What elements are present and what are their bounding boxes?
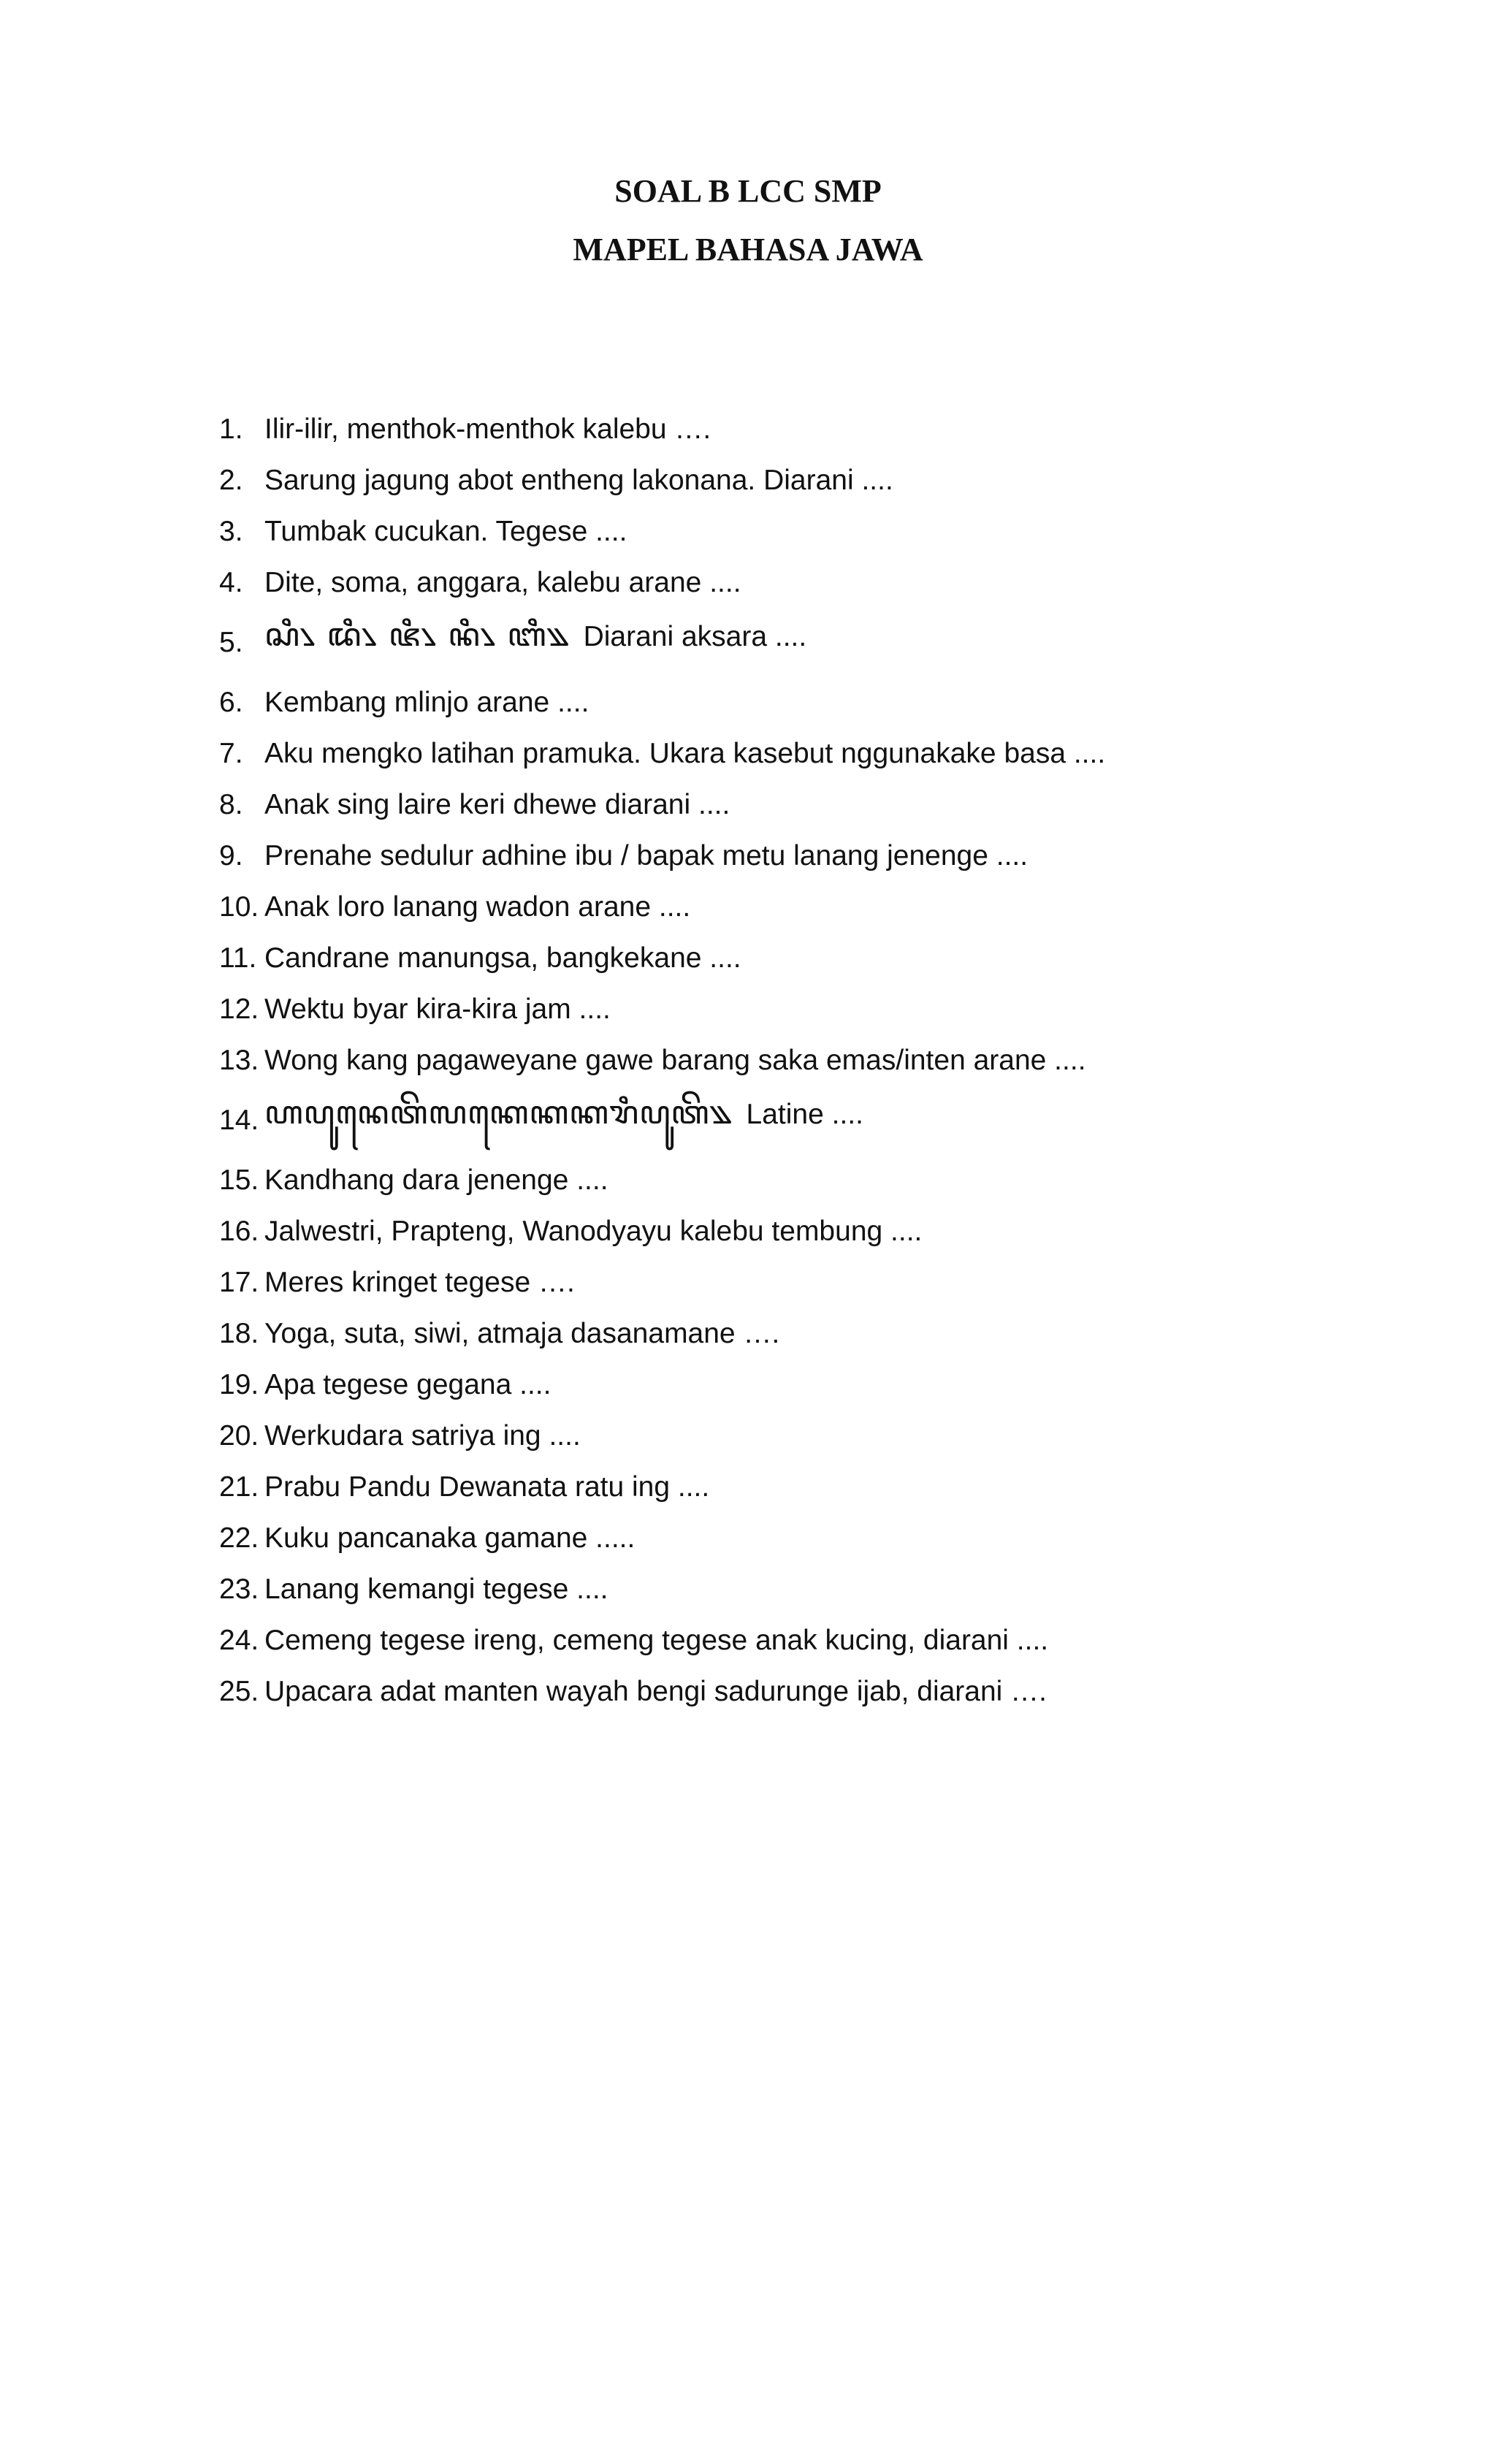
question-text: Sarung jagung abot entheng lakonana. Diarani ....: [264, 465, 893, 496]
question-number: 9.: [219, 840, 243, 871]
question-text: Meres kringet tegese ….: [264, 1267, 575, 1298]
question-number: 5.: [219, 627, 243, 658]
question-text: Cemeng tegese ireng, cemeng tegese anak kucing, diarani ....: [264, 1625, 1049, 1656]
question-text: Kuku pancanaka gamane .....: [264, 1522, 636, 1554]
question-item: [219, 1206, 1424, 1257]
question-text: Werkudara satriya ing ....: [264, 1420, 581, 1452]
question-item: [219, 779, 1424, 831]
question-number: 19.: [219, 1369, 259, 1400]
question-item: [219, 1462, 1424, 1513]
question-text: Yoga, suta, siwi, atmaja dasanamane ….: [264, 1318, 780, 1349]
question-text: Apa tegese gegana ....: [264, 1369, 552, 1400]
question-number: 2.: [219, 465, 243, 496]
question-number: 22.: [219, 1522, 259, 1554]
question-item: [219, 506, 1424, 557]
question-text: Anak sing laire keri dhewe diarani ....: [264, 789, 730, 820]
question-text: Jalwestri, Prapteng, Wanodyayu kalebu tembung ....: [264, 1216, 923, 1247]
question-number: 11.: [219, 942, 257, 974]
question-text: Candrane manungsa, bangkekane ....: [264, 942, 741, 974]
question-item: [219, 882, 1424, 933]
question-list: [219, 404, 1424, 1717]
question-text: Aku mengko latihan pramuka. Ukara kasebut nggunakake basa ....: [264, 738, 1106, 769]
question-number: 3.: [219, 516, 243, 547]
question-text: Latine ....: [738, 1098, 863, 1130]
question-item: [219, 1308, 1424, 1359]
question-text: Upacara adat manten wayah bengi sadurunge ijab, diarani ….: [264, 1676, 1047, 1707]
question-text: Lanang kemangi tegese ....: [264, 1574, 608, 1605]
question-text: Diarani aksara ....: [575, 620, 807, 652]
question-item: [219, 831, 1424, 882]
question-text: Tumbak cucukan. Tegese ....: [264, 516, 627, 547]
question-text: Ilir-ilir, menthok-menthok kalebu ….: [264, 413, 711, 445]
question-number: 17.: [219, 1267, 259, 1298]
question-item: [219, 1035, 1424, 1086]
question-item: [219, 1411, 1424, 1462]
question-number: 15.: [219, 1164, 259, 1196]
question-number: 1.: [219, 413, 243, 445]
javanese-script: ꦱꦶ꧈ ꦢꦶ꧈ ꦗꦶ꧈ ꦤꦶ꧈ ꦧꦶ꧉: [264, 616, 570, 654]
question-text: Kandhang dara jenenge ....: [264, 1164, 608, 1196]
document-subtitle: MAPEL BAHASA JAWA: [573, 232, 923, 267]
question-item: [219, 677, 1424, 728]
question-number: 4.: [219, 567, 243, 598]
question-number: 8.: [219, 789, 243, 820]
question-number: 10.: [219, 891, 259, 923]
question-text-with-script: [264, 1088, 863, 1153]
question-item: [219, 1615, 1424, 1666]
question-number: 13.: [219, 1045, 259, 1076]
question-number: 25.: [219, 1676, 259, 1707]
question-number: 14.: [219, 1105, 259, 1136]
question-item: [219, 1359, 1424, 1411]
question-item: [219, 1564, 1424, 1615]
question-text: Prabu Pandu Dewanata ratu ing ....: [264, 1471, 710, 1503]
question-text: Prenahe sedulur adhine ibu / bapak metu lanang jenenge ....: [264, 840, 1028, 871]
question-item: [219, 609, 1424, 677]
question-number: 20.: [219, 1420, 259, 1452]
question-item: [219, 1257, 1424, 1308]
question-text: Wong kang pagaweyane gawe barang saka emas/inten arane ....: [264, 1045, 1086, 1076]
question-item: [219, 1666, 1424, 1717]
question-text: Dite, soma, anggara, kalebu arane ....: [264, 567, 741, 598]
question-item: [219, 984, 1424, 1035]
question-text-with-script: [264, 611, 806, 676]
question-item: [219, 1155, 1424, 1206]
question-number: 18.: [219, 1318, 259, 1349]
question-item: [219, 455, 1424, 506]
title-block: [0, 175, 1496, 266]
question-number: 16.: [219, 1216, 259, 1247]
question-number: 21.: [219, 1471, 259, 1503]
question-number: 7.: [219, 738, 243, 769]
question-item: [219, 728, 1424, 779]
question-text: Anak loro lanang wadon arane ....: [264, 891, 691, 923]
question-number: 23.: [219, 1574, 259, 1605]
question-text: Wektu byar kira-kira jam ....: [264, 993, 611, 1025]
question-number: 12.: [219, 993, 259, 1025]
javanese-script: ꦲꦥꦸꦤꦺꦠꦼꦭꦏꦺꦏꦏꦫꦶꦥꦸꦠꦼ꧉: [264, 1094, 733, 1132]
question-number: 6.: [219, 687, 243, 718]
question-number: 24.: [219, 1625, 259, 1656]
question-item: [219, 404, 1424, 455]
document-title: SOAL B LCC SMP: [614, 173, 882, 209]
question-item: [219, 1086, 1424, 1155]
question-text: Kembang mlinjo arane ....: [264, 687, 589, 718]
question-item: [219, 1513, 1424, 1564]
question-item: [219, 557, 1424, 609]
question-item: [219, 933, 1424, 984]
